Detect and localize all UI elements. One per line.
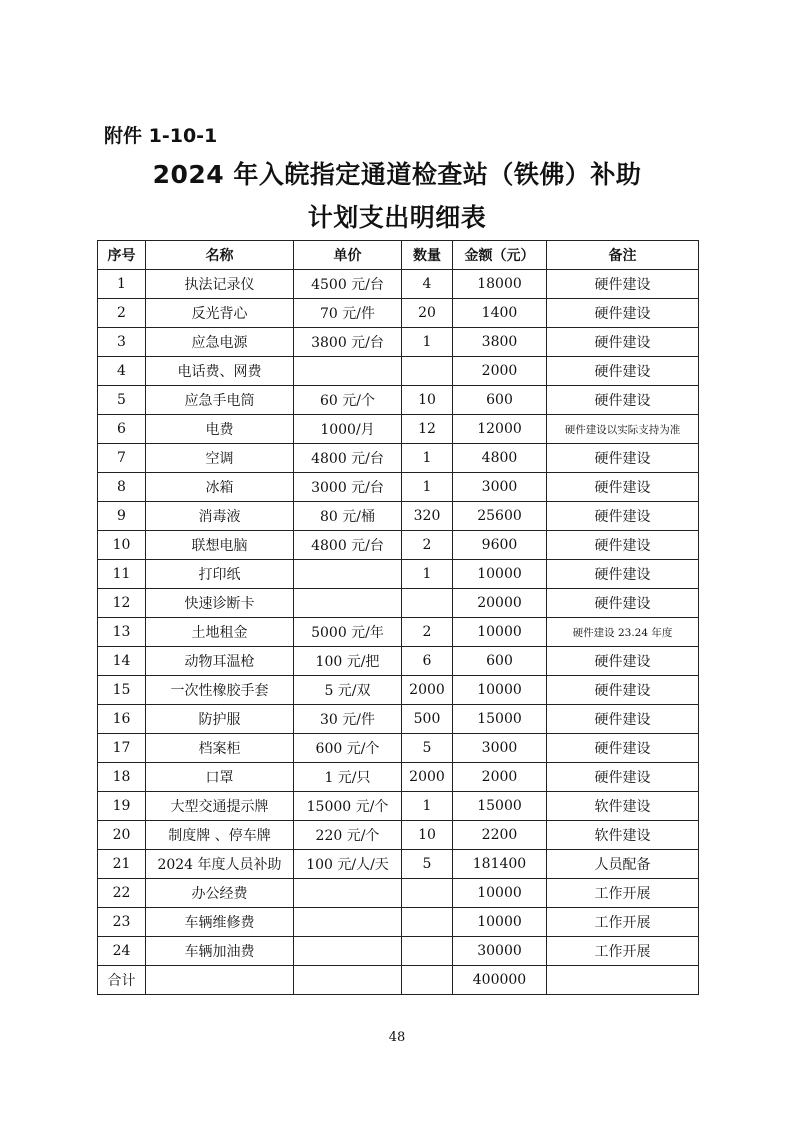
cell-quantity: 12	[402, 415, 453, 444]
cell-amount: 20000	[453, 589, 547, 618]
column-header-amount: 金额（元）	[453, 241, 547, 270]
cell-name: 口罩	[146, 763, 294, 792]
table-row	[98, 299, 699, 328]
cell-unit-price: 70 元/件	[294, 299, 402, 328]
table-row	[98, 734, 699, 763]
cell-quantity: 2	[402, 618, 453, 647]
cell-amount: 4800	[453, 444, 547, 473]
cell-unit-price	[294, 560, 402, 589]
cell-unit-price: 3000 元/台	[294, 473, 402, 502]
cell-index: 10	[98, 531, 146, 560]
cell-name: 空调	[146, 444, 294, 473]
cell-name: 执法记录仪	[146, 270, 294, 299]
cell-index: 19	[98, 792, 146, 821]
cell-name: 反光背心	[146, 299, 294, 328]
cell-quantity: 500	[402, 705, 453, 734]
cell-quantity: 2000	[402, 676, 453, 705]
cell-remarks: 人员配备	[547, 850, 699, 879]
cell-name: 联想电脑	[146, 531, 294, 560]
cell-empty	[547, 966, 699, 995]
cell-amount: 3000	[453, 734, 547, 763]
cell-quantity: 5	[402, 850, 453, 879]
cell-unit-price: 30 元/件	[294, 705, 402, 734]
cell-index: 2	[98, 299, 146, 328]
cell-amount: 2000	[453, 763, 547, 792]
cell-index: 22	[98, 879, 146, 908]
cell-unit-price: 4800 元/台	[294, 444, 402, 473]
cell-name: 消毒液	[146, 502, 294, 531]
cell-amount: 15000	[453, 792, 547, 821]
cell-remarks: 硬件建设	[547, 473, 699, 502]
cell-amount: 10000	[453, 908, 547, 937]
cell-quantity: 20	[402, 299, 453, 328]
total-label: 合计	[98, 966, 146, 995]
cell-name: 应急电源	[146, 328, 294, 357]
cell-remarks: 硬件建设	[547, 386, 699, 415]
cell-index: 17	[98, 734, 146, 763]
cell-remarks: 硬件建设	[547, 705, 699, 734]
cell-unit-price: 100 元/把	[294, 647, 402, 676]
cell-remarks: 硬件建设	[547, 647, 699, 676]
cell-index: 3	[98, 328, 146, 357]
table-row	[98, 502, 699, 531]
cell-amount: 3800	[453, 328, 547, 357]
cell-name: 大型交通提示牌	[146, 792, 294, 821]
cell-remarks: 硬件建设	[547, 270, 699, 299]
cell-remarks: 软件建设	[547, 792, 699, 821]
cell-unit-price	[294, 589, 402, 618]
cell-unit-price	[294, 937, 402, 966]
cell-quantity: 1	[402, 792, 453, 821]
column-header-unit-price: 单价	[294, 241, 402, 270]
cell-name: 应急手电筒	[146, 386, 294, 415]
cell-quantity: 4	[402, 270, 453, 299]
cell-unit-price: 4500 元/台	[294, 270, 402, 299]
cell-quantity	[402, 589, 453, 618]
cell-remarks: 工作开展	[547, 937, 699, 966]
table-row	[98, 792, 699, 821]
cell-amount: 2000	[453, 357, 547, 386]
cell-amount: 10000	[453, 879, 547, 908]
table-row	[98, 386, 699, 415]
cell-remarks: 硬件建设	[547, 734, 699, 763]
column-header-quantity: 数量	[402, 241, 453, 270]
cell-name: 快速诊断卡	[146, 589, 294, 618]
cell-quantity: 5	[402, 734, 453, 763]
cell-index: 14	[98, 647, 146, 676]
column-header-name: 名称	[146, 241, 294, 270]
cell-remarks: 硬件建设	[547, 328, 699, 357]
cell-name: 档案柜	[146, 734, 294, 763]
cell-amount: 25600	[453, 502, 547, 531]
cell-unit-price	[294, 357, 402, 386]
cell-unit-price: 600 元/个	[294, 734, 402, 763]
cell-name: 防护服	[146, 705, 294, 734]
cell-unit-price: 5 元/双	[294, 676, 402, 705]
cell-index: 23	[98, 908, 146, 937]
cell-index: 9	[98, 502, 146, 531]
cell-name: 土地租金	[146, 618, 294, 647]
cell-name: 制度牌 、停车牌	[146, 821, 294, 850]
cell-remarks: 硬件建设	[547, 444, 699, 473]
cell-quantity	[402, 357, 453, 386]
table-row	[98, 618, 699, 647]
cell-index: 15	[98, 676, 146, 705]
cell-index: 24	[98, 937, 146, 966]
table-row	[98, 357, 699, 386]
cell-index: 20	[98, 821, 146, 850]
cell-empty	[294, 966, 402, 995]
cell-empty	[402, 966, 453, 995]
attachment-label: 附件 1-10-1	[104, 125, 218, 147]
cell-index: 18	[98, 763, 146, 792]
cell-unit-price: 80 元/桶	[294, 502, 402, 531]
cell-index: 8	[98, 473, 146, 502]
cell-index: 4	[98, 357, 146, 386]
cell-remarks: 硬件建设	[547, 763, 699, 792]
table-row	[98, 589, 699, 618]
cell-quantity: 1	[402, 473, 453, 502]
cell-index: 1	[98, 270, 146, 299]
cell-amount: 2200	[453, 821, 547, 850]
cell-quantity	[402, 937, 453, 966]
cell-index: 7	[98, 444, 146, 473]
cell-remarks: 硬件建设	[547, 560, 699, 589]
table-row	[98, 415, 699, 444]
cell-unit-price	[294, 908, 402, 937]
cell-amount: 12000	[453, 415, 547, 444]
table-row	[98, 879, 699, 908]
cell-remarks: 硬件建设	[547, 589, 699, 618]
table-row	[98, 821, 699, 850]
cell-amount: 15000	[453, 705, 547, 734]
table-row	[98, 473, 699, 502]
table-row	[98, 705, 699, 734]
cell-unit-price: 5000 元/年	[294, 618, 402, 647]
cell-remarks: 硬件建设	[547, 357, 699, 386]
cell-unit-price: 1000/月	[294, 415, 402, 444]
cell-quantity: 1	[402, 560, 453, 589]
table-row	[98, 937, 699, 966]
table-row	[98, 763, 699, 792]
cell-quantity: 2	[402, 531, 453, 560]
expenditure-table	[97, 240, 699, 995]
table-row	[98, 560, 699, 589]
table-row	[98, 908, 699, 937]
table-row	[98, 531, 699, 560]
cell-amount: 181400	[453, 850, 547, 879]
cell-unit-price: 100 元/人/天	[294, 850, 402, 879]
cell-quantity: 10	[402, 821, 453, 850]
table-row	[98, 328, 699, 357]
cell-index: 5	[98, 386, 146, 415]
document-title: 2024 年入皖指定通道检查站（铁佛）补助	[152, 160, 642, 189]
cell-remarks: 硬件建设	[547, 299, 699, 328]
cell-name: 车辆维修费	[146, 908, 294, 937]
cell-name: 动物耳温枪	[146, 647, 294, 676]
table-row	[98, 270, 699, 299]
cell-remarks: 硬件建设	[547, 531, 699, 560]
column-header-remarks: 备注	[547, 241, 699, 270]
cell-index: 13	[98, 618, 146, 647]
cell-amount: 10000	[453, 560, 547, 589]
cell-amount: 10000	[453, 618, 547, 647]
cell-name: 办公经费	[146, 879, 294, 908]
cell-unit-price: 60 元/个	[294, 386, 402, 415]
cell-name: 2024 年度人员补助	[146, 850, 294, 879]
cell-quantity: 10	[402, 386, 453, 415]
cell-name: 打印纸	[146, 560, 294, 589]
page-number: 48	[388, 1030, 406, 1045]
cell-quantity	[402, 879, 453, 908]
cell-unit-price: 1 元/只	[294, 763, 402, 792]
table-row	[98, 850, 699, 879]
cell-amount: 600	[453, 386, 547, 415]
cell-amount: 1400	[453, 299, 547, 328]
cell-remarks: 硬件建设 23.24 年度	[547, 618, 699, 647]
cell-name: 车辆加油费	[146, 937, 294, 966]
column-header-index: 序号	[98, 241, 146, 270]
cell-remarks: 硬件建设	[547, 676, 699, 705]
cell-index: 16	[98, 705, 146, 734]
cell-remarks: 软件建设	[547, 821, 699, 850]
cell-index: 21	[98, 850, 146, 879]
cell-quantity: 1	[402, 444, 453, 473]
cell-amount: 600	[453, 647, 547, 676]
cell-quantity: 2000	[402, 763, 453, 792]
cell-index: 6	[98, 415, 146, 444]
document-subtitle: 计划支出明细表	[307, 203, 487, 232]
cell-name: 电费	[146, 415, 294, 444]
cell-remarks: 硬件建设以实际支持为准	[547, 415, 699, 444]
cell-name: 一次性橡胶手套	[146, 676, 294, 705]
cell-name: 电话费、网费	[146, 357, 294, 386]
cell-amount: 30000	[453, 937, 547, 966]
cell-remarks: 工作开展	[547, 879, 699, 908]
cell-index: 11	[98, 560, 146, 589]
cell-unit-price: 15000 元/个	[294, 792, 402, 821]
cell-unit-price: 220 元/个	[294, 821, 402, 850]
total-amount: 400000	[453, 966, 547, 995]
cell-index: 12	[98, 589, 146, 618]
cell-amount: 18000	[453, 270, 547, 299]
cell-amount: 10000	[453, 676, 547, 705]
table-row	[98, 676, 699, 705]
cell-empty	[146, 966, 294, 995]
cell-unit-price: 4800 元/台	[294, 531, 402, 560]
cell-remarks: 硬件建设	[547, 502, 699, 531]
table-row	[98, 647, 699, 676]
cell-quantity: 6	[402, 647, 453, 676]
cell-amount: 3000	[453, 473, 547, 502]
cell-unit-price: 3800 元/台	[294, 328, 402, 357]
cell-quantity: 1	[402, 328, 453, 357]
table-row	[98, 444, 699, 473]
cell-remarks: 工作开展	[547, 908, 699, 937]
cell-quantity: 320	[402, 502, 453, 531]
total-row	[98, 966, 699, 995]
cell-unit-price	[294, 879, 402, 908]
cell-amount: 9600	[453, 531, 547, 560]
table-header-row	[98, 241, 699, 270]
cell-quantity	[402, 908, 453, 937]
cell-name: 冰箱	[146, 473, 294, 502]
